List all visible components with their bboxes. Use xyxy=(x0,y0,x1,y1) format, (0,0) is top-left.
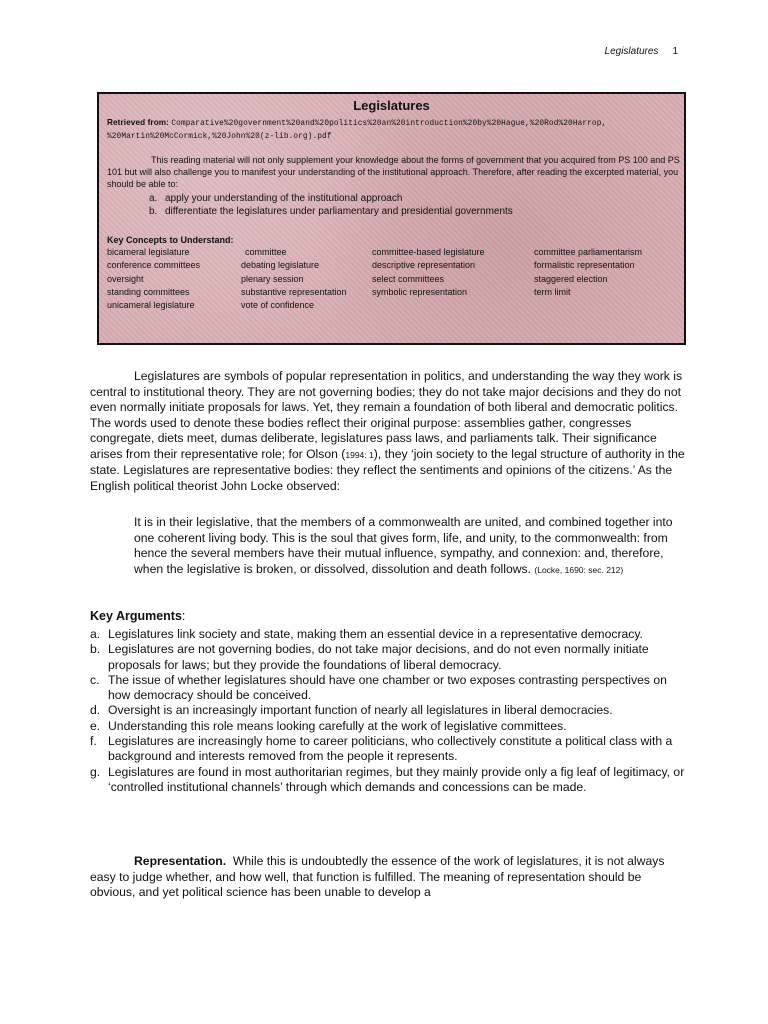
key-concept: bicameral legislature xyxy=(107,247,190,257)
intro-paragraph: This reading material will not only supplement your knowledge about the forms of government that you acquired from PS 100 and PS 101 but will also challenge you to manifest your understanding of the institutional approach. Therefore, after reading the excerpted material, you should be able to: xyxy=(107,155,680,189)
key-concept: vote of confidence xyxy=(241,300,315,311)
key-argument-item xyxy=(90,734,688,765)
key-arguments-heading: Key Arguments xyxy=(90,609,182,623)
key-concept: substantive representation xyxy=(241,286,347,297)
key-argument-marker: e. xyxy=(90,718,101,733)
key-argument-marker: d. xyxy=(90,703,101,718)
objective-text: differentiate the legislatures under parliamentary and presidential governments xyxy=(165,206,513,217)
key-concepts-row xyxy=(107,259,682,272)
objectives-list xyxy=(149,192,679,218)
key-concepts-title: Key Concepts to Understand: xyxy=(107,235,234,245)
locke-block-quote xyxy=(134,515,686,578)
olson-citation: 1994: 1 xyxy=(345,449,374,460)
key-concept: select committees xyxy=(372,273,445,284)
key-concepts-row xyxy=(107,299,682,312)
key-concept: symbolic representation xyxy=(372,286,468,297)
paragraph-text: ), they ‘join society to the legal structure of authority in the state. Legislatures are representative bodies: they reflect the sentiments and opinions of the citizens.’ As the English political theorist John Locke observed: xyxy=(90,446,685,493)
paragraph-text: Legislatures are symbols of popular representation in politics, and understanding the way they work is central to institutional theory. They are not governing bodies; they do not take major decisions and they do not even normally initiate proposals for laws. Yet, they remain a foundation of both liberal and democratic politics. The words used to denote these bodies reflect their original purpose: assemblies gather, congresses congregate, diets meet, dumas deliberate, legislatures pass laws, and parliaments talk. Their significance arises from their representative role; for Olson ( xyxy=(90,369,683,461)
page-number: 1 xyxy=(672,46,678,57)
objective-text: apply your understanding of the institutional approach xyxy=(165,193,403,204)
paragraph-text: While this is undoubtedly the essence of the work of legislatures, it is not always easy to judge whether, and how well, that function is fulfilled. The meaning of representation should be obvious, and yet political science has been unable to develop a xyxy=(90,854,665,899)
key-argument-item xyxy=(90,765,688,796)
running-title: Legislatures xyxy=(604,46,659,57)
key-concepts-row xyxy=(107,246,682,259)
reading-guide-box xyxy=(97,92,686,345)
key-argument-text: Legislatures are increasingly home to career politicians, who collectively constitute a political class with a background and interests removed from the people it represents. xyxy=(108,734,673,764)
running-header xyxy=(605,46,678,57)
box-title: Legislatures xyxy=(353,98,430,113)
quote-text: It is in their legislative, that the members of a commonwealth are united, and combined together into one coherent living body. This is the soul that gives form, life, and unity, to the commonwealth: from hence the several members have their mutual influence, sympathy, and connexion: and, therefore, when the legislative is broken, or dissolved, dissolution and death follows. xyxy=(134,515,673,576)
key-concept: committee-based legislature xyxy=(372,247,485,257)
key-concept: committee xyxy=(245,247,287,257)
key-argument-text: Legislatures link society and state, making them an essential device in a representative democracy. xyxy=(108,627,643,641)
key-argument-marker: c. xyxy=(90,672,100,687)
key-concept: conference committees xyxy=(107,260,201,271)
retrieved-from xyxy=(107,117,682,143)
key-argument-item xyxy=(90,642,688,673)
key-argument-text: Understanding this role means looking carefully at the work of legislative committees. xyxy=(108,718,567,733)
key-arguments-list xyxy=(90,627,688,795)
key-concept: standing committees xyxy=(107,286,190,297)
key-argument-marker: g. xyxy=(90,764,101,779)
key-argument-marker: b. xyxy=(90,642,101,657)
key-argument-marker: a. xyxy=(90,627,101,641)
key-concept: committee parliamentarism xyxy=(534,247,643,257)
key-argument-item xyxy=(90,673,688,704)
key-argument-text: Oversight is an increasingly important function of nearly all legislatures in liberal democracies. xyxy=(108,703,613,718)
key-concept: term limit xyxy=(534,286,571,297)
key-argument-text: The issue of whether legislatures should have one chamber or two exposes contrasting perspectives on how democracy should be conceived. xyxy=(108,672,667,703)
intro-body-paragraph xyxy=(90,369,688,494)
representation-paragraph xyxy=(90,854,688,901)
key-argument-item xyxy=(90,719,688,734)
retrieved-source: Comparative%20government%20and%20politics%20an%20introduction%20by%20Hague,%20Rod%20Harrop, %20Martin%20McCormick,%20John%20(z-lib.org).pdf xyxy=(107,120,607,141)
key-concepts-row xyxy=(107,273,682,286)
objective-marker: a. xyxy=(149,193,158,204)
key-concept: oversight xyxy=(107,273,144,284)
key-argument-item xyxy=(90,703,688,718)
key-concept: descriptive representation xyxy=(372,260,476,271)
key-concept: plenary session xyxy=(241,273,304,284)
key-concept: staggered election xyxy=(534,273,608,284)
key-argument-marker: f. xyxy=(90,734,97,749)
key-arguments-colon: : xyxy=(181,609,186,623)
key-argument-item xyxy=(90,627,688,642)
retrieved-label: Retrieved from: xyxy=(107,118,170,127)
key-concepts-row xyxy=(107,286,682,299)
key-concept: unicameral legislature xyxy=(107,300,195,311)
objective-item xyxy=(149,192,679,205)
representation-heading: Representation. xyxy=(134,854,227,868)
objective-item xyxy=(149,205,679,218)
key-concept: debating legislature xyxy=(241,260,320,271)
locke-citation: (Locke, 1690: sec. 212) xyxy=(534,564,624,575)
key-concepts-grid xyxy=(107,246,682,312)
key-arguments-title xyxy=(90,609,185,623)
objective-marker: b. xyxy=(149,206,158,217)
key-argument-text: Legislatures are found in most authoritarian regimes, but they mainly provide only a fig leaf of legitimacy, or ‘controlled institutional channels’ through which demands and concessions can be made. xyxy=(108,764,685,794)
key-concept: formalistic representation xyxy=(534,260,635,271)
key-argument-text: Legislatures are not governing bodies, do not take major decisions, and do not even normally initiate proposals for laws; but they provide the foundations of liberal democracy. xyxy=(108,642,649,672)
